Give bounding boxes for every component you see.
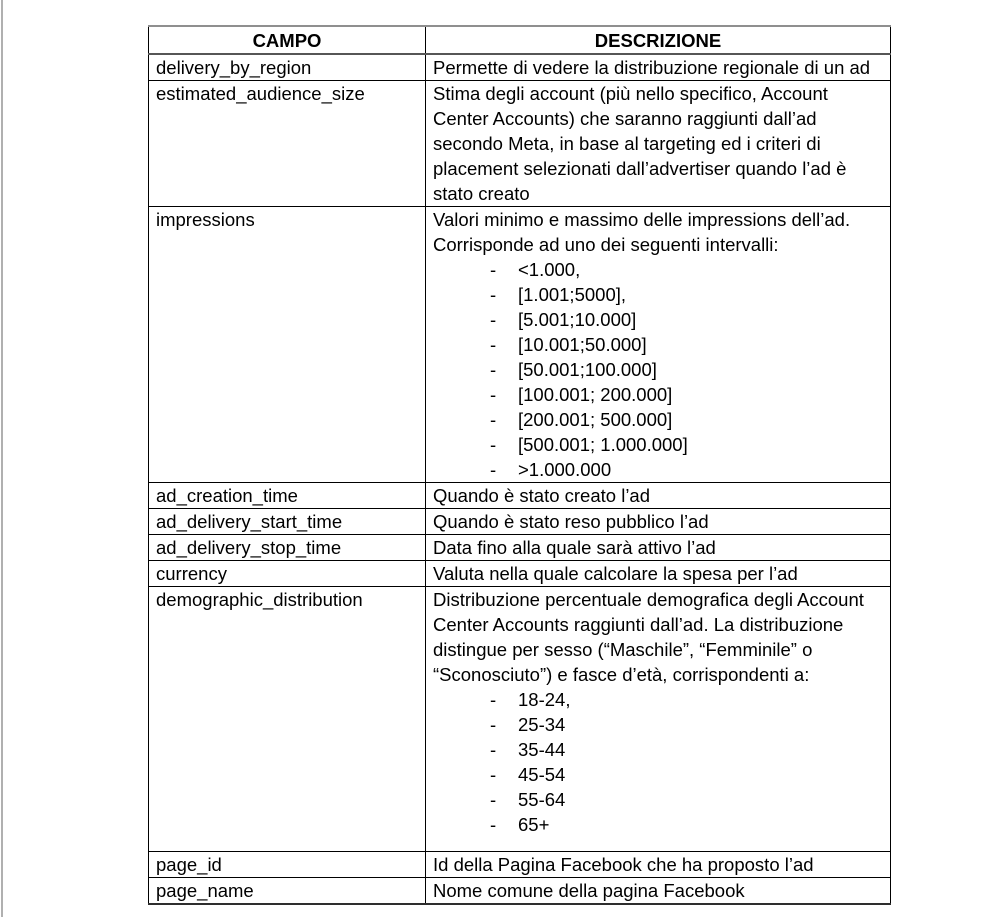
list-item-dash: - <box>490 359 497 380</box>
list-item <box>433 787 882 812</box>
list-item <box>433 712 882 737</box>
list-item-text: [1.001;5000], <box>518 284 627 305</box>
list-item-dash: - <box>490 714 497 735</box>
field-name: impressions <box>156 209 255 230</box>
list-item-dash: - <box>490 739 497 760</box>
field-description-cell <box>426 587 891 852</box>
table-row <box>149 535 891 561</box>
list-item <box>433 282 882 307</box>
field-description: Quando è stato creato l’ad <box>433 485 651 506</box>
field-description: Id della Pagina Facebook che ha proposto l’ad <box>433 854 814 875</box>
field-description: Permette di vedere la distribuzione regionale di un ad <box>433 57 871 78</box>
list-item-text: 35-44 <box>518 739 566 760</box>
list-item-text: 25-34 <box>518 714 566 735</box>
list-item <box>433 332 882 357</box>
field-name: estimated_audience_size <box>156 83 365 104</box>
list-item <box>433 382 882 407</box>
field-name-cell <box>149 483 426 509</box>
table-row <box>149 561 891 587</box>
list-item <box>433 432 882 457</box>
field-description-cell <box>426 509 891 535</box>
field-description: Quando è stato reso pubblico l’ad <box>433 511 709 532</box>
field-value-list <box>433 687 882 837</box>
list-item <box>433 812 882 837</box>
list-item <box>433 407 882 432</box>
field-description: Nome comune della pagina Facebook <box>433 880 745 901</box>
list-item-dash: - <box>490 334 497 355</box>
list-item-text: [5.001;10.000] <box>518 309 637 330</box>
list-item-dash: - <box>490 434 497 455</box>
field-name-cell <box>149 509 426 535</box>
field-name: ad_delivery_start_time <box>156 511 343 532</box>
field-name: page_name <box>156 880 254 901</box>
field-description: Distribuzione percentuale demografica degli Account Center Accounts raggiunti dall’ad. La distribuzione distingue per sesso (“Maschile”, “Femminile” o “Sconosciuto”) e fasce d’età, corrispondenti a: <box>433 589 864 685</box>
list-item-text: [50.001;100.000] <box>518 359 657 380</box>
field-description-cell <box>426 483 891 509</box>
field-name-cell <box>149 852 426 878</box>
list-item-dash: - <box>490 789 497 810</box>
field-name: demographic_distribution <box>156 589 363 610</box>
field-name-cell <box>149 54 426 81</box>
list-item-text: 45-54 <box>518 764 566 785</box>
header-campo: CAMPO <box>149 26 426 54</box>
field-name: ad_delivery_stop_time <box>156 537 342 558</box>
list-item <box>433 687 882 712</box>
list-item-dash: - <box>490 764 497 785</box>
list-item-dash: - <box>490 284 497 305</box>
field-description-cell <box>426 852 891 878</box>
table-row <box>149 587 891 852</box>
table-row <box>149 852 891 878</box>
list-item <box>433 257 882 282</box>
field-name: page_id <box>156 854 222 875</box>
list-item <box>433 357 882 382</box>
header-descrizione: DESCRIZIONE <box>426 26 891 54</box>
field-name-cell <box>149 81 426 207</box>
list-item-dash: - <box>490 309 497 330</box>
list-item-text: [10.001;50.000] <box>518 334 647 355</box>
field-name: ad_creation_time <box>156 485 298 506</box>
table-row <box>149 509 891 535</box>
field-description: Data fino alla quale sarà attivo l’ad <box>433 537 716 558</box>
list-item <box>433 737 882 762</box>
table-row <box>149 81 891 207</box>
fields-table <box>148 25 891 905</box>
table-row <box>149 207 891 483</box>
list-item-dash: - <box>490 409 497 430</box>
list-item-text: >1.000.000 <box>518 459 612 480</box>
field-description-cell <box>426 878 891 905</box>
field-description: Valori minimo e massimo delle impressions dell’ad. Corrisponde ad uno dei seguenti intervalli: <box>433 209 851 255</box>
list-item-dash: - <box>490 459 497 480</box>
field-description-cell <box>426 207 891 483</box>
field-description-cell <box>426 535 891 561</box>
field-description: Stima degli account (più nello specifico, Account Center Accounts) che saranno raggiunti dall’ad secondo Meta, in base al targeting ed i criteri di placement selezionati dall’advertiser quando l’ad è stato creato <box>433 83 847 204</box>
field-description-cell <box>426 561 891 587</box>
list-item-text: 65+ <box>518 814 550 835</box>
list-item <box>433 762 882 787</box>
field-description-cell <box>426 54 891 81</box>
field-name: currency <box>156 563 227 584</box>
page-edge-line <box>1 0 3 917</box>
list-item-text: <1.000, <box>518 259 581 280</box>
table-header-row <box>149 26 891 54</box>
list-item-dash: - <box>490 814 497 835</box>
table-body <box>149 54 891 904</box>
table-row <box>149 54 891 81</box>
field-description-cell <box>426 81 891 207</box>
list-item-text: [200.001; 500.000] <box>518 409 673 430</box>
list-item-text: [500.001; 1.000.000] <box>518 434 688 455</box>
field-name-cell <box>149 878 426 905</box>
list-item-text: [100.001; 200.000] <box>518 384 673 405</box>
field-name: delivery_by_region <box>156 57 312 78</box>
field-name-cell <box>149 561 426 587</box>
table-row <box>149 483 891 509</box>
list-item-dash: - <box>490 384 497 405</box>
field-name-cell <box>149 535 426 561</box>
field-description: Valuta nella quale calcolare la spesa per l’ad <box>433 563 798 584</box>
field-name-cell <box>149 207 426 483</box>
table-row <box>149 878 891 905</box>
field-value-list <box>433 257 882 482</box>
list-item <box>433 457 882 482</box>
list-item-text: 18-24, <box>518 689 571 710</box>
list-item-text: 55-64 <box>518 789 566 810</box>
list-item <box>433 307 882 332</box>
field-name-cell <box>149 587 426 852</box>
list-item-dash: - <box>490 689 497 710</box>
list-item-dash: - <box>490 259 497 280</box>
